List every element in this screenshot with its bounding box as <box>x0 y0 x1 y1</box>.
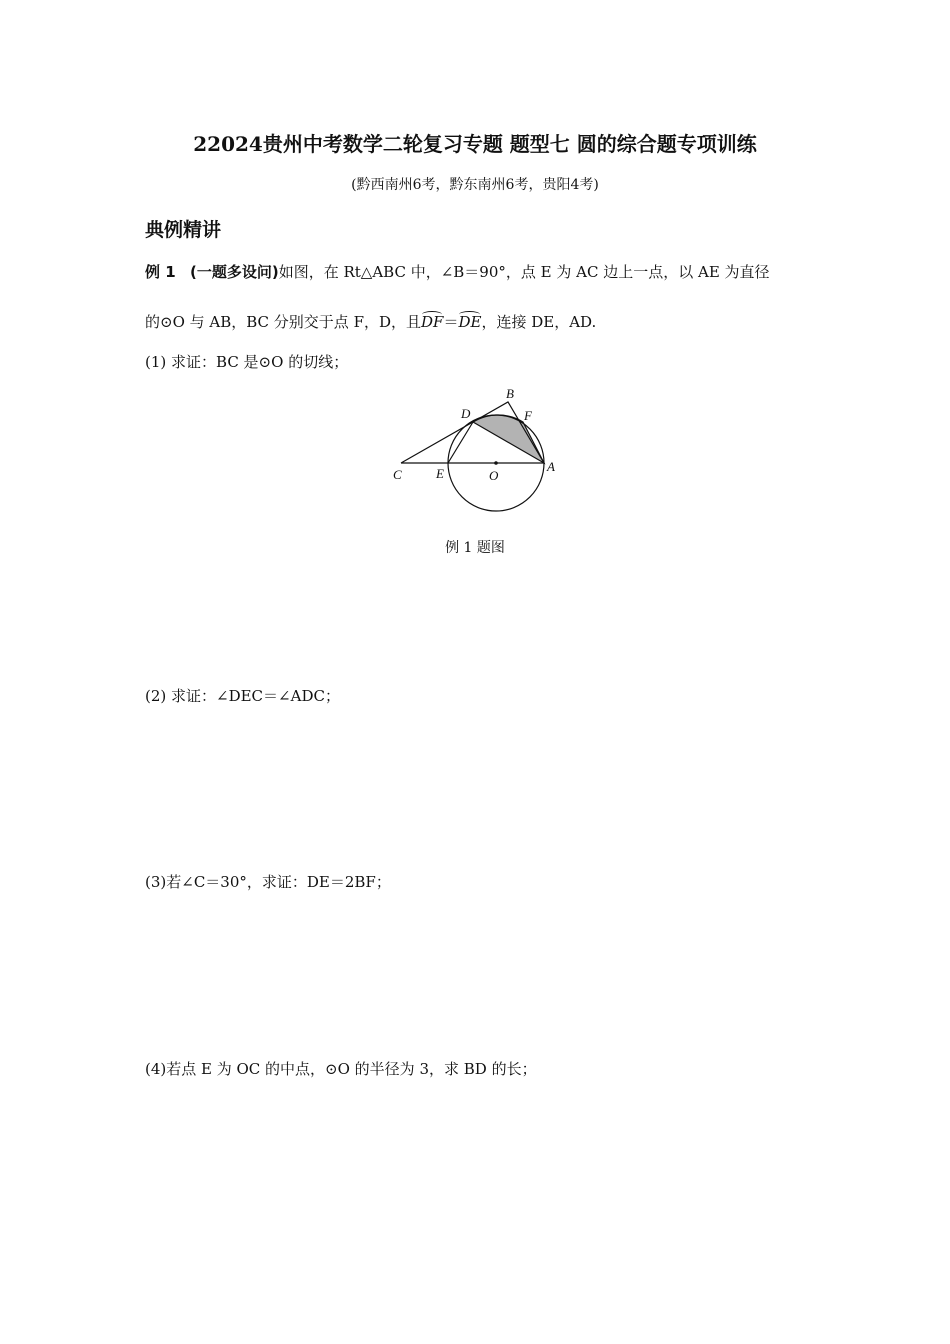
label-f: F <box>524 408 532 423</box>
example-text-2a: 的⊙O 与 AB，BC 分别交于点 F，D，且 <box>145 313 422 331</box>
label-e: E <box>436 466 444 481</box>
question-1: (1) 求证：BC 是⊙O 的切线； <box>145 353 349 371</box>
arc-de: DE <box>458 313 482 331</box>
segment-de <box>448 422 473 463</box>
figure-caption: 例 1 题图 <box>445 540 505 556</box>
label-a: A <box>547 459 555 474</box>
example-line-2 <box>145 311 596 332</box>
equals-sign: ＝ <box>443 313 459 331</box>
question-3: (3)若∠C＝30°，求证：DE＝2BF； <box>145 873 391 891</box>
example-text-1: 如图，在 Rt△ABC 中，∠B＝90°，点 E 为 AC 边上一点，以 AE 为直径 <box>278 263 770 281</box>
example-line-1 <box>145 261 770 282</box>
geometry-figure <box>380 380 570 530</box>
arc-df: DF <box>421 313 444 331</box>
example-label: 例 1 <box>145 263 176 281</box>
example-text-2b: ，连接 DE，AD. <box>481 313 597 331</box>
center-point <box>494 461 498 465</box>
example-tag: (一题多设问) <box>189 263 279 281</box>
question-4: (4)若点 E 为 OC 的中点，⊙O 的半径为 3，求 BD 的长； <box>145 1060 537 1078</box>
section-heading: 典例精讲 <box>145 219 222 241</box>
page-subtitle: (黔西南州6考，黔东南州6考，贵阳4考) <box>351 177 599 193</box>
label-b: B <box>506 386 514 401</box>
label-o: O <box>489 468 499 483</box>
shaded-region <box>473 415 544 463</box>
question-2: (2) 求证：∠DEC＝∠ADC； <box>145 687 340 705</box>
page-title: 22024贵州中考数学二轮复习专题 题型七 圆的综合题专项训练 <box>193 132 757 156</box>
label-d: D <box>461 406 471 421</box>
label-c: C <box>393 467 402 482</box>
